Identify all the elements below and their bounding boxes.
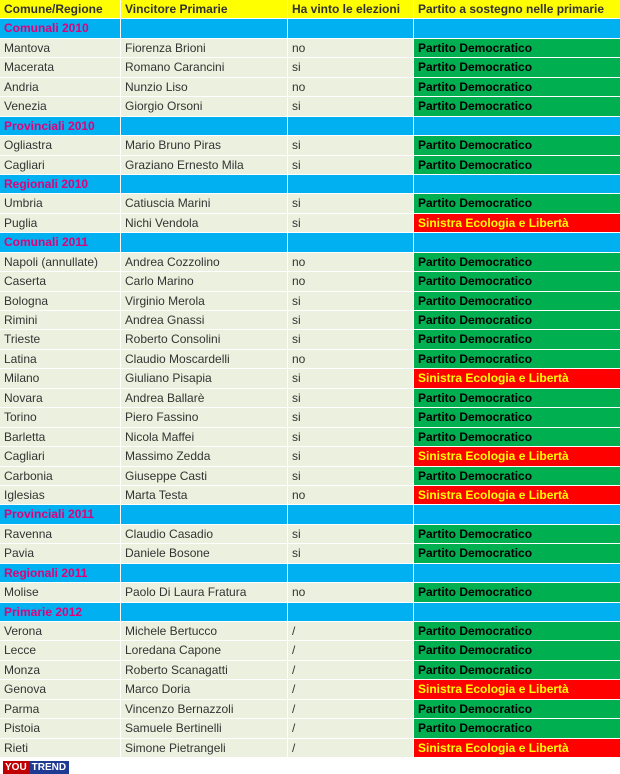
section-title: Provinciali 2010 (0, 117, 121, 136)
party-cell: Partito Democratico (414, 389, 620, 408)
winner-cell: Nunzio Liso (121, 78, 288, 97)
place-cell: Lecce (0, 641, 121, 660)
table-row (0, 78, 620, 97)
logo-trend: TREND (29, 761, 69, 774)
section-filler (121, 19, 288, 38)
table-row (0, 641, 620, 660)
winner-cell: Nicola Maffei (121, 428, 288, 447)
place-cell: Cagliari (0, 447, 121, 466)
place-cell: Barletta (0, 428, 121, 447)
won-cell: no (288, 39, 414, 58)
table-row (0, 447, 620, 466)
party-cell: Partito Democratico (414, 311, 620, 330)
section-filler (288, 505, 414, 524)
party-cell: Partito Democratico (414, 544, 620, 563)
section-row (0, 175, 620, 194)
won-cell: no (288, 486, 414, 505)
table-row (0, 739, 620, 758)
place-cell: Ravenna (0, 525, 121, 544)
place-cell: Monza (0, 661, 121, 680)
place-cell: Ogliastra (0, 136, 121, 155)
table-row (0, 39, 620, 58)
winner-cell: Catiuscia Marini (121, 194, 288, 213)
won-cell: si (288, 194, 414, 213)
table-row (0, 214, 620, 233)
party-cell: Sinistra Ecologia e Libertà (414, 369, 620, 388)
won-cell: si (288, 58, 414, 77)
won-cell: / (288, 719, 414, 738)
place-cell: Bologna (0, 292, 121, 311)
winner-cell: Daniele Bosone (121, 544, 288, 563)
table-row (0, 369, 620, 388)
party-cell: Partito Democratico (414, 97, 620, 116)
place-cell: Milano (0, 369, 121, 388)
won-cell: / (288, 700, 414, 719)
winner-cell: Andrea Cozzolino (121, 253, 288, 272)
section-filler (121, 603, 288, 622)
party-cell: Partito Democratico (414, 719, 620, 738)
winner-cell: Simone Pietrangeli (121, 739, 288, 758)
winner-cell: Giorgio Orsoni (121, 97, 288, 116)
won-cell: si (288, 330, 414, 349)
won-cell: si (288, 156, 414, 175)
party-cell: Partito Democratico (414, 583, 620, 602)
party-cell: Partito Democratico (414, 467, 620, 486)
winner-cell: Paolo Di Laura Fratura (121, 583, 288, 602)
won-cell: / (288, 661, 414, 680)
section-row (0, 117, 620, 136)
party-cell: Partito Democratico (414, 330, 620, 349)
place-cell: Latina (0, 350, 121, 369)
table-row (0, 253, 620, 272)
section-row (0, 19, 620, 38)
section-filler (414, 233, 620, 252)
table-row (0, 311, 620, 330)
winner-cell: Nichi Vendola (121, 214, 288, 233)
won-cell: si (288, 214, 414, 233)
party-cell: Partito Democratico (414, 253, 620, 272)
winner-cell: Mario Bruno Piras (121, 136, 288, 155)
table-row (0, 622, 620, 641)
place-cell: Cagliari (0, 156, 121, 175)
place-cell: Genova (0, 680, 121, 699)
section-filler (288, 19, 414, 38)
table-row (0, 428, 620, 447)
won-cell: no (288, 272, 414, 291)
winner-cell: Romano Carancini (121, 58, 288, 77)
section-filler (121, 505, 288, 524)
won-cell: si (288, 389, 414, 408)
place-cell: Molise (0, 583, 121, 602)
winner-cell: Fiorenza Brioni (121, 39, 288, 58)
place-cell: Carbonia (0, 467, 121, 486)
table-row (0, 97, 620, 116)
section-title: Comunali 2011 (0, 233, 121, 252)
place-cell: Trieste (0, 330, 121, 349)
section-row (0, 233, 620, 252)
logo-you: YOU (5, 762, 27, 773)
table-row (0, 350, 620, 369)
won-cell: no (288, 78, 414, 97)
winner-cell: Giuliano Pisapia (121, 369, 288, 388)
party-cell: Partito Democratico (414, 272, 620, 291)
place-cell: Rieti (0, 739, 121, 758)
table-row (0, 525, 620, 544)
table-row (0, 156, 620, 175)
place-cell: Verona (0, 622, 121, 641)
party-cell: Partito Democratico (414, 641, 620, 660)
party-cell: Sinistra Ecologia e Libertà (414, 739, 620, 758)
won-cell: no (288, 253, 414, 272)
party-cell: Partito Democratico (414, 408, 620, 427)
table-row (0, 719, 620, 738)
section-filler (288, 603, 414, 622)
place-cell: Parma (0, 700, 121, 719)
table-row (0, 680, 620, 699)
section-row (0, 505, 620, 524)
won-cell: si (288, 428, 414, 447)
table-row (0, 467, 620, 486)
table-row (0, 408, 620, 427)
table-row (0, 700, 620, 719)
won-cell: si (288, 311, 414, 330)
party-cell: Partito Democratico (414, 156, 620, 175)
party-cell: Sinistra Ecologia e Libertà (414, 447, 620, 466)
header-place: Comune/Regione (0, 0, 121, 19)
place-cell: Macerata (0, 58, 121, 77)
place-cell: Mantova (0, 39, 121, 58)
table-row (0, 58, 620, 77)
party-cell: Partito Democratico (414, 622, 620, 641)
place-cell: Pavia (0, 544, 121, 563)
section-filler (121, 564, 288, 583)
winner-cell: Piero Fassino (121, 408, 288, 427)
header-party: Partito a sostegno nelle primarie (414, 0, 620, 19)
won-cell: si (288, 525, 414, 544)
won-cell: si (288, 97, 414, 116)
party-cell: Partito Democratico (414, 39, 620, 58)
won-cell: si (288, 292, 414, 311)
party-cell: Partito Democratico (414, 428, 620, 447)
place-cell: Puglia (0, 214, 121, 233)
winner-cell: Roberto Consolini (121, 330, 288, 349)
table-row (0, 292, 620, 311)
winner-cell: Vincenzo Bernazzoli (121, 700, 288, 719)
place-cell: Iglesias (0, 486, 121, 505)
section-filler (414, 117, 620, 136)
won-cell: si (288, 544, 414, 563)
header-won-election: Ha vinto le elezioni (288, 0, 414, 19)
table-row (0, 136, 620, 155)
party-cell: Partito Democratico (414, 58, 620, 77)
winner-cell: Andrea Gnassi (121, 311, 288, 330)
winner-cell: Andrea Ballarè (121, 389, 288, 408)
section-title: Provinciali 2011 (0, 505, 121, 524)
party-cell: Partito Democratico (414, 194, 620, 213)
won-cell: / (288, 680, 414, 699)
winner-cell: Carlo Marino (121, 272, 288, 291)
winner-cell: Michele Bertucco (121, 622, 288, 641)
table-row (0, 583, 620, 602)
party-cell: Partito Democratico (414, 78, 620, 97)
won-cell: si (288, 447, 414, 466)
section-title: Regionali 2011 (0, 564, 121, 583)
party-cell: Partito Democratico (414, 700, 620, 719)
winner-cell: Samuele Bertinelli (121, 719, 288, 738)
section-row (0, 603, 620, 622)
table-row (0, 661, 620, 680)
party-cell: Sinistra Ecologia e Libertà (414, 680, 620, 699)
section-filler (121, 175, 288, 194)
section-title: Comunali 2010 (0, 19, 121, 38)
table-row (0, 486, 620, 505)
winner-cell: Massimo Zedda (121, 447, 288, 466)
header-winner: Vincitore Primarie (121, 0, 288, 19)
section-filler (414, 505, 620, 524)
won-cell: si (288, 136, 414, 155)
won-cell: / (288, 641, 414, 660)
winner-cell: Virginio Merola (121, 292, 288, 311)
table-row (0, 544, 620, 563)
place-cell: Caserta (0, 272, 121, 291)
section-filler (288, 175, 414, 194)
won-cell: / (288, 739, 414, 758)
youtrend-logo (3, 761, 69, 774)
section-filler (414, 564, 620, 583)
won-cell: no (288, 583, 414, 602)
winner-cell: Giuseppe Casti (121, 467, 288, 486)
section-filler (121, 233, 288, 252)
place-cell: Napoli (annullate) (0, 253, 121, 272)
winner-cell: Graziano Ernesto Mila (121, 156, 288, 175)
section-filler (288, 117, 414, 136)
table-row (0, 389, 620, 408)
place-cell: Umbria (0, 194, 121, 213)
table-row (0, 194, 620, 213)
place-cell: Venezia (0, 97, 121, 116)
section-row (0, 564, 620, 583)
winner-cell: Claudio Casadio (121, 525, 288, 544)
winner-cell: Roberto Scanagatti (121, 661, 288, 680)
table-row (0, 272, 620, 291)
won-cell: si (288, 369, 414, 388)
party-cell: Sinistra Ecologia e Libertà (414, 214, 620, 233)
party-cell: Partito Democratico (414, 350, 620, 369)
place-cell: Rimini (0, 311, 121, 330)
party-cell: Partito Democratico (414, 292, 620, 311)
section-filler (288, 564, 414, 583)
place-cell: Torino (0, 408, 121, 427)
winner-cell: Marta Testa (121, 486, 288, 505)
section-filler (414, 19, 620, 38)
section-filler (288, 233, 414, 252)
section-filler (414, 175, 620, 194)
won-cell: no (288, 350, 414, 369)
section-title: Regionali 2010 (0, 175, 121, 194)
section-title: Primarie 2012 (0, 603, 121, 622)
winner-cell: Claudio Moscardelli (121, 350, 288, 369)
table-body (0, 19, 620, 758)
section-filler (414, 603, 620, 622)
header-row (0, 0, 620, 19)
place-cell: Novara (0, 389, 121, 408)
place-cell: Andria (0, 78, 121, 97)
won-cell: / (288, 622, 414, 641)
place-cell: Pistoia (0, 719, 121, 738)
party-cell: Partito Democratico (414, 661, 620, 680)
won-cell: si (288, 408, 414, 427)
party-cell: Sinistra Ecologia e Libertà (414, 486, 620, 505)
winner-cell: Marco Doria (121, 680, 288, 699)
winner-cell: Loredana Capone (121, 641, 288, 660)
won-cell: si (288, 467, 414, 486)
section-filler (121, 117, 288, 136)
party-cell: Partito Democratico (414, 525, 620, 544)
party-cell: Partito Democratico (414, 136, 620, 155)
table-row (0, 330, 620, 349)
